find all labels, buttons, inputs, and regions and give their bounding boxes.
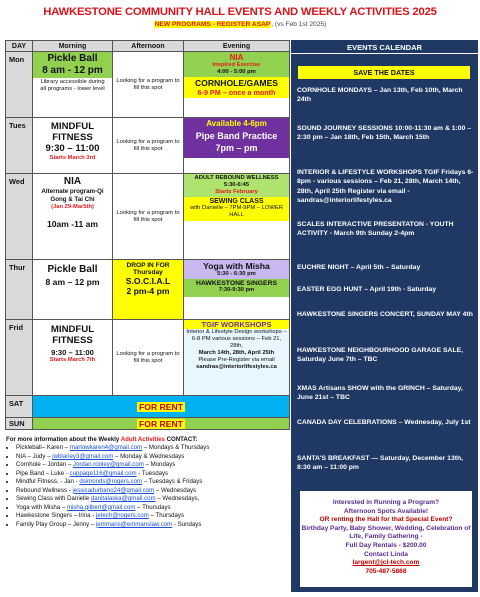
contact-item: • NIA – Judy – jwblaney3@gmail.com – Monday & Wednesdays (16, 453, 288, 461)
contact-item: • Yoga with Misha – misha.gilbert@gmail.com – Thursdays (16, 504, 288, 512)
row-sunday (6, 418, 290, 430)
row-wednesday (6, 174, 290, 260)
contact-item: • Hawkestone Singers – Irina - jetech@rogers.com – Thursdays (16, 512, 288, 520)
contact-email-link[interactable]: jessicadurbano24@gmail.com (72, 486, 155, 494)
monday-evening-cornhole-time: 6-9 PM – once a month (197, 88, 276, 97)
day-sunday: SUN (6, 418, 33, 430)
calendar-event: HAWKESTONE NEIGHBOURHOOD GARAGE SALE, Saturday June 7th – TBC (297, 347, 464, 364)
page-subtitle (0, 21, 480, 28)
save-the-dates-banner: SAVE THE DATES (298, 66, 470, 79)
events-calendar (291, 40, 478, 592)
page-title: HAWKESTONE COMMUNITY HALL EVENTS AND WEEKLY ACTIVITIES 2025 (43, 6, 437, 18)
wednesday-afternoon: Looking for a program to fill this spot (113, 174, 184, 260)
contact-email-link[interactable]: jwblaney3@gmail.com (52, 452, 114, 460)
wednesday-evening-rebound: ADULT REBOUND WELLNESS (194, 175, 279, 181)
monday-evening-nia-time: 4:00 - 5:00 pm (217, 69, 256, 75)
friday-morning-note: Starts March 7th (49, 357, 96, 363)
saturday-rent (33, 396, 290, 418)
calendar-event: EUCHRE NIGHT – April 5th – Saturday (297, 264, 421, 271)
promo-line-5: Full Day Rentals - $200.00 (345, 541, 427, 549)
promo-line-4: Birthday Party, Baby Shower, Wedding, Celebration of Life, Family Gathering - (301, 524, 471, 541)
contact-email-link[interactable]: marlowkaren4@gmail.com (69, 444, 143, 452)
thursday-evening (184, 260, 290, 320)
wednesday-evening-sewing-sub: with Danielle – 7PM-9PM – LOWER HALL (190, 205, 283, 218)
thursday-morning-time: 8 am – 12 pm (45, 277, 100, 287)
tuesday-morning-title: MINDFUL FITNESS (50, 121, 95, 143)
wednesday-morning (33, 174, 113, 260)
row-friday (6, 320, 290, 396)
monday-evening-nia-sub: Inspired Exercise (212, 62, 261, 68)
thursday-evening-singers: HAWKESTONE SINGERS (195, 280, 278, 287)
contact-email-link[interactable]: jetech@rogers.com (95, 512, 149, 520)
contact-email-link[interactable]: jemmans@emmanslaw.com (95, 520, 173, 528)
contact-item: • Sewing Class with Danielle danitalaska@gmail.com – Wednesdays, (16, 495, 288, 503)
contact-item: • Cornhole – Jordan – Jordan.rooley@gmail.com – Mondays (16, 461, 288, 469)
day-tuesday: Tues (6, 118, 33, 174)
promo-line-6: Contact Linda (364, 550, 408, 558)
contact-item: • Family Play Group – Jenny – jemmans@emmanslaw.com - Sundays (16, 521, 288, 529)
monday-evening-nia: NIA (229, 53, 244, 62)
thursday-morning-title: Pickle Ball (47, 264, 98, 275)
friday-morning (33, 320, 113, 396)
day-thursday: Thur (6, 260, 33, 320)
calendar-event: SCALES INTERACTIVE PRESENTATON - YOUTH ACTIVITY - March 9th Sunday 2-4pm (297, 221, 454, 238)
contact-email-link[interactable]: Jordan.rooley@gmail.com (72, 461, 144, 469)
calendar-event: CORNHOLE MONDAYS – Jan 13th, Feb 10th, March 24th (297, 87, 463, 104)
contact-info (6, 436, 288, 529)
saturday-for-rent: FOR RENT (139, 401, 183, 412)
thursday-afternoon-l3: S.O.C.I.A.L (125, 276, 171, 286)
friday-afternoon: Looking for a program to fill this spot (113, 320, 184, 396)
subtitle-date: , (vs Feb 1st 2025) (271, 21, 327, 28)
promo-line-3: OR renting the Hall for that Special Event? (319, 516, 453, 524)
contact-email-link[interactable]: cuppage116@gmail.com (69, 469, 137, 477)
wednesday-evening-sewing: SEWING CLASS (209, 198, 264, 205)
wednesday-evening-rebound-note: Starts February (215, 189, 258, 195)
row-saturday (6, 396, 290, 418)
weekly-schedule-table (5, 40, 290, 430)
tuesday-morning-time: 9:30 – 11:00 (45, 143, 100, 154)
friday-evening-tgif: TGIF WORKSHOPS (184, 320, 289, 329)
contact-list (6, 444, 288, 529)
monday-evening (184, 52, 290, 118)
friday-morning-time: 9:30 – 11:00 (51, 348, 94, 357)
header-day: DAY (6, 41, 33, 52)
contact-email-link[interactable]: misha.gilbert@gmail.com (66, 503, 136, 511)
tuesday-evening-pipe-band: Pipe Band Practice (195, 131, 278, 141)
promo-phone: 705-487-5868 (365, 567, 407, 575)
contact-item: • Pipe Band – Luke - cuppage116@gmail.com - Tuesdays (16, 470, 288, 478)
contact-email-link[interactable]: danitalaska@gmail.com (90, 495, 156, 503)
calendar-event: EASTER EGG HUNT – April 19th - Saturday (297, 286, 437, 293)
promo-email-link[interactable]: largent@jcl-tech.com (352, 559, 420, 567)
calendar-event: XMAS Artisans SHOW with the GRINCH – Saturday, June 21st – TBC (297, 385, 463, 402)
wednesday-morning-dates: (Jan 29-Mar5th) (51, 204, 94, 210)
monday-morning-note: Library accessible during all programs - lower level (40, 79, 105, 92)
tuesday-evening-pipe-band-time: 7pm – pm (215, 143, 258, 153)
wednesday-morning-title: NIA (63, 176, 82, 187)
wednesday-evening (184, 174, 290, 260)
calendar-event: SANTA'S BREAKFAST — Saturday, December 13th, 8:30 am – 11:00 pm (297, 455, 464, 472)
wednesday-morning-sub: Alternate program-Qi Gong & Tai Chi (41, 188, 104, 203)
contact-intro: For more information about the Weekly Adult Activities CONTACT: (6, 436, 198, 443)
day-saturday: SAT (6, 396, 33, 418)
promo-line-2: Afternoon Spots Available! (343, 507, 429, 515)
monday-morning-title: Pickle Ball (47, 53, 98, 64)
thursday-afternoon-l2: Thursday (133, 269, 163, 276)
thursday-evening-singers-time: 7:30-9:30 pm (218, 287, 255, 293)
friday-morning-title: MINDFUL FITNESS (50, 324, 95, 346)
thursday-evening-yoga: Yoga with Misha (203, 261, 270, 271)
friday-evening-l4: sandras@interiorlifestyles.ca (196, 364, 277, 370)
rental-promo-box (299, 490, 473, 588)
friday-evening-l1: Interior & Lifestyle Design workshops – 6-8 PM various sessions – Feb 21, 28th, (186, 329, 287, 349)
header-evening: Evening (184, 41, 290, 52)
tuesday-morning-note: Starts March 3rd (49, 155, 96, 161)
monday-morning-time: 8 am - 12 pm (42, 65, 103, 76)
friday-evening-l3: Please Pre-Register via email (198, 357, 275, 363)
monday-evening-cornhole: CORNHOLE/GAMES (194, 78, 279, 88)
tuesday-evening (184, 118, 290, 174)
contact-email-link[interactable]: dsimonds@rogers.com (79, 478, 143, 486)
thursday-evening-yoga-time: 5:30 - 6:30 pm (217, 271, 256, 277)
contact-item: • Rebound Wellness - jessicadurbano24@gmail.com – Wednesdays (16, 487, 288, 495)
tuesday-morning (33, 118, 113, 174)
promo-line-1: Interested in Running a Program? (332, 499, 440, 506)
thursday-morning (33, 260, 113, 320)
calendar-event: SOUND JOURNEY SESSIONS 10:00-11:30 am & 1:00 – 2:30 pm – Jan 18th, Feb 15th, March 15th (297, 125, 472, 142)
row-tuesday (6, 118, 290, 174)
events-calendar-header: EVENTS CALENDAR (291, 40, 478, 54)
day-monday: Mon (6, 52, 33, 118)
thursday-afternoon (113, 260, 184, 320)
contact-item: • Mindful Fitness, - Jan - dsimonds@rogers.com – Tuesdays & Fridays (16, 478, 288, 486)
contact-item: • Pickleball– Karen – marlowkaren4@gmail.com – Mondays & Thursdays (16, 444, 288, 452)
wednesday-evening-rebound-time: 5:30-6:45 (223, 182, 250, 188)
monday-afternoon: Looking for a program to fill this spot (113, 52, 184, 118)
row-monday (6, 52, 290, 118)
friday-evening-l2: March 14th, 28th, April 25th (198, 350, 275, 356)
calendar-event: CANADA DAY CELEBRATIONS – Wednesday, July 1st (297, 419, 471, 426)
monday-morning (33, 52, 113, 118)
thursday-afternoon-l4: 2 pm-4 pm (126, 286, 170, 296)
thursday-afternoon-l1: DROP IN FOR (126, 262, 170, 269)
row-thursday (6, 260, 290, 320)
day-wednesday: Wed (6, 174, 33, 260)
table-header-row (6, 41, 290, 52)
tuesday-afternoon: Looking for a program to fill this spot (113, 118, 184, 174)
day-friday: Frid (6, 320, 33, 396)
tuesday-evening-available: Available 4-6pm (184, 118, 289, 129)
header-morning: Morning (33, 41, 113, 52)
sunday-for-rent: FOR RENT (139, 418, 183, 429)
calendar-event: INTERIOR & LIFESTYLE WORKSHOPS TGIF Fridays 6-8pm - various sessions – Feb 21, 28th, March 14th, 28th, April 25th Register via email - sandras@interiorlifestyles.ca (297, 169, 474, 205)
calendar-event: HAWKESTONE SINGERS CONCERT, SUNDAY MAY 4th (297, 311, 473, 318)
friday-evening (184, 320, 290, 396)
subtitle-highlight: NEW PROGRAMS - REGISTER ASAP (154, 21, 271, 28)
sunday-rent (33, 418, 290, 430)
header-afternoon: Afternoon (113, 41, 184, 52)
wednesday-morning-time: 10am -11 am (46, 219, 99, 229)
